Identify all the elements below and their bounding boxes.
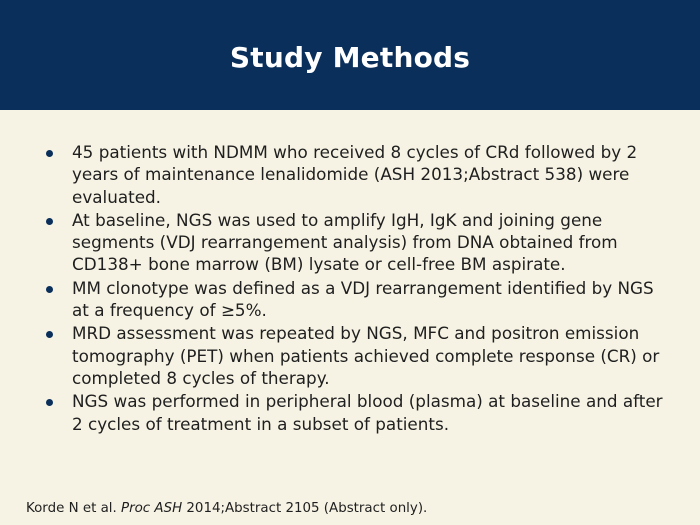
footnote-citation: 2014;Abstract 2105 (Abstract only). [182, 501, 428, 516]
bullet-item: NGS was performed in peripheral blood (plasma) at baseline and after 2 cycles of treatment in a subset of patients. [46, 390, 672, 435]
bullet-item: MRD assessment was repeated by NGS, MFC and positron emission tomography (PET) when patients achieved complete response (CR) or completed 8 cycles of therapy. [46, 322, 672, 389]
bullet-list [46, 141, 672, 436]
footnote-journal: Proc ASH [121, 501, 183, 516]
citation-footnote [26, 500, 686, 517]
title-bar [0, 0, 700, 110]
bullet-item: 45 patients with NDMM who received 8 cycles of CRd followed by 2 years of maintenance lenalidomide (ASH 2013;Abstract 538) were evaluated. [46, 141, 672, 208]
bullet-item: MM clonotype was defined as a VDJ rearrangement identified by NGS at a frequency of ≥5%. [46, 277, 672, 322]
slide-title: Study Methods [229, 41, 471, 74]
bullet-item: At baseline, NGS was used to amplify IgH, IgK and joining gene segments (VDJ rearrangement analysis) from DNA obtained from CD138+ bone marrow (BM) lysate or cell-free BM aspirate. [46, 209, 672, 276]
footnote-authors: Korde N et al. [26, 501, 122, 516]
